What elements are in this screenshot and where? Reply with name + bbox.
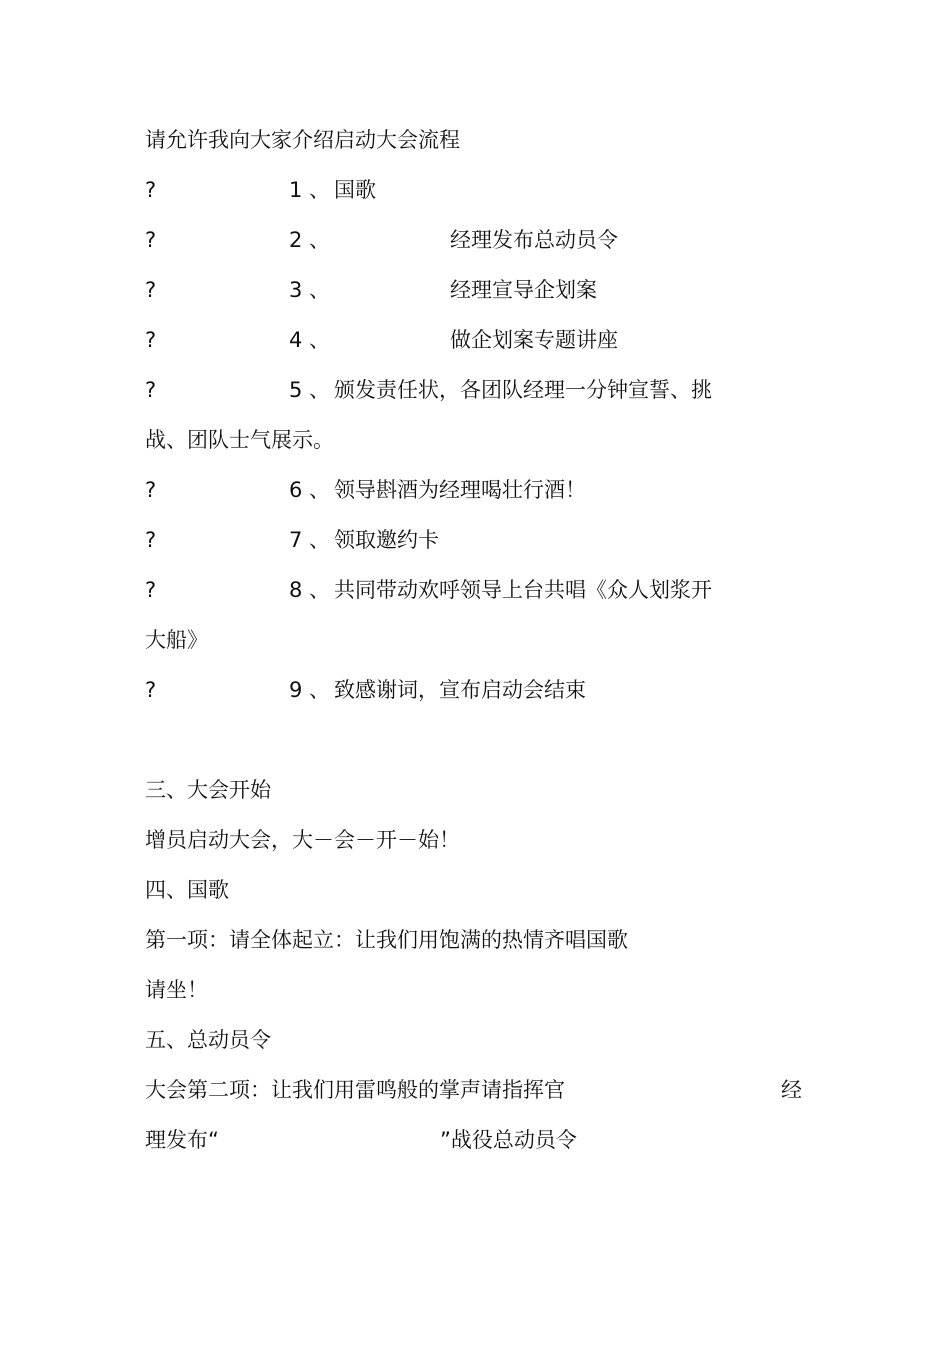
section-heading: 五、总动员令	[145, 1028, 271, 1052]
item-number: 8 、	[289, 578, 331, 602]
bullet-mark: ?	[145, 478, 157, 502]
section-text: 理发布“	[145, 1128, 219, 1152]
bullet-mark: ?	[145, 678, 157, 702]
item-number: 1 、	[289, 178, 331, 202]
item-text: 领取邀约卡	[334, 528, 439, 552]
item-number: 2 、	[289, 228, 331, 252]
bullet-mark: ?	[145, 178, 157, 202]
item-text: 做企划案专题讲座	[450, 328, 618, 352]
item-text: 颁发责任状，各团队经理一分钟宣誓、挑	[334, 378, 712, 402]
bullet-mark: ?	[145, 278, 157, 302]
item-text: 经理发布总动员令	[450, 228, 618, 252]
section-text: 大会第二项：让我们用雷鸣般的掌声请指挥官	[145, 1078, 565, 1102]
bullet-mark: ?	[145, 578, 157, 602]
bullet-mark: ?	[145, 228, 157, 252]
item-text: 经理宣导企划案	[450, 278, 597, 302]
item-number: 6 、	[289, 478, 331, 502]
bullet-mark: ?	[145, 528, 157, 552]
item-text: 国歌	[334, 178, 376, 202]
item-text: 致感谢词，宣布启动会结束	[334, 678, 586, 702]
item-number: 7 、	[289, 528, 331, 552]
item-text: 共同带动欢呼领导上台共唱《众人划浆开	[334, 578, 712, 602]
section-text: 增员启动大会，大－会－开－始！	[145, 828, 460, 852]
item-text: 领导斟酒为经理喝壮行酒！	[334, 478, 586, 502]
section-text: 请坐！	[145, 978, 208, 1002]
section-text: 第一项：请全体起立：让我们用饱满的热情齐唱国歌	[145, 928, 628, 952]
item-text-continuation: 战、团队士气展示。	[145, 428, 334, 452]
item-number: 5 、	[289, 378, 331, 402]
section-text-end: 经	[781, 1078, 802, 1102]
section-heading: 四、国歌	[145, 878, 229, 902]
bullet-mark: ?	[145, 378, 157, 402]
section-text: ”战役总动员令	[440, 1128, 577, 1152]
intro-line: 请允许我向大家介绍启动大会流程	[145, 128, 460, 152]
item-number: 9 、	[289, 678, 331, 702]
bullet-mark: ?	[145, 328, 157, 352]
item-number: 4 、	[289, 328, 331, 352]
item-number: 3 、	[289, 278, 331, 302]
section-heading: 三、大会开始	[145, 778, 271, 802]
item-text-continuation: 大船》	[145, 628, 208, 652]
